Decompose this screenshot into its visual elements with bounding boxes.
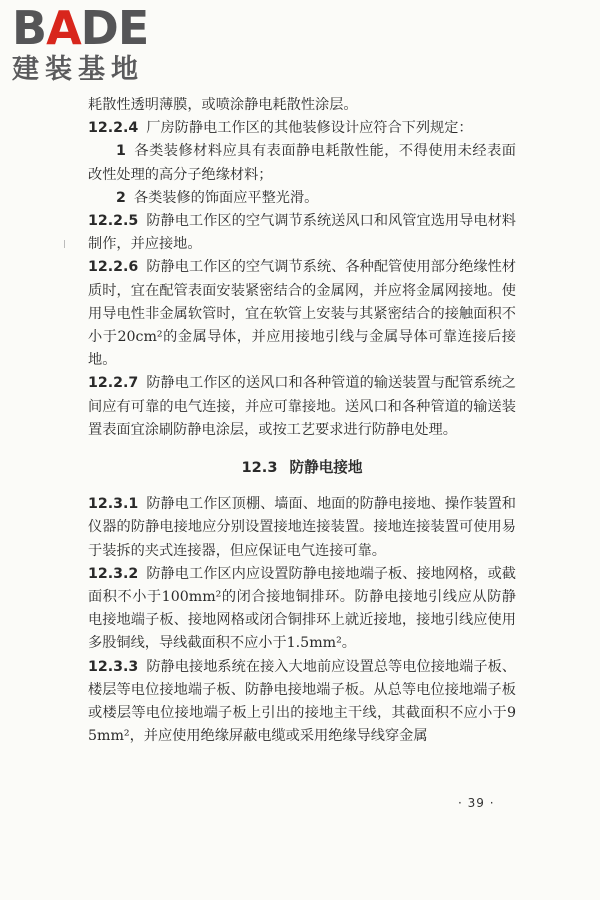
clause-item-2 [88,187,516,210]
margin-mark [64,240,65,248]
clause-12-2-5 [88,210,516,256]
clause-number: 12.3.1 [88,496,139,513]
document-body [88,94,516,748]
clause-text: 防静电接地系统在接入大地前应设置总等电位接地端子板、楼层等电位接地端子板、防静电接地端子板。从总等电位接地端子板或楼层等电位接地端子板上引出的接地主干线，其截面积不应小于95mm²，并应使用绝缘屏蔽电缆或采用绝缘导线穿金属 [88,658,516,745]
clause-number: 12.2.5 [88,213,139,230]
brand-logo [12,1,182,86]
item-number: 2 [116,189,126,206]
logo-tagline: 建装基地 [12,54,144,85]
clause-text: 防静电工作区顶棚、墙面、地面的防静电接地、操作装置和仪器的防静电接地应分别设置接地连接装置。接地连接装置可使用易于装拆的夹式连接器，但应保证电气连接可靠。 [88,496,516,559]
item-text: 各类装修材料应具有表面静电耗散性能，不得使用未经表面改性处理的高分子绝缘材料； [88,143,516,183]
clause-number: 12.2.4 [88,120,139,137]
clause-number: 12.3.2 [88,565,139,582]
section-heading [88,456,516,479]
logo-wordmark [12,1,182,55]
clause-text: 厂房防静电工作区的其他装修设计应符合下列规定： [146,120,473,137]
section-number: 12.3 [241,459,278,477]
clause-text: 防静电工作区内应设置防静电接地端子板、接地网格，或截面积不小于100mm²的闭合接地铜排环。防静电接地引线应从防静电接地端子板、接地网格或闭合铜排环上就近接地，接地引线应使用多股铜线，导线截面积不应小于1.5mm²。 [88,565,516,652]
clause-12-2-6 [88,256,516,372]
logo-letter-a: A [46,1,81,55]
clause-number: 12.2.6 [88,259,139,276]
clause-12-3-2 [88,563,516,656]
section-title: 防静电接地 [289,459,363,477]
item-text: 各类装修的饰面应平整光滑。 [133,189,319,206]
clause-text: 防静电工作区的空气调节系统、各种配管使用部分绝缘性材质时，宜在配管表面安装紧密结合的金属网，并应将金属网接地。使用导电性非金属软管时，宜在软管上安装与其紧密结合的接触面积不小于20cm²的金属导体，并应用接地引线与金属导体可靠连接后接地。 [88,259,516,369]
clause-text: 防静电工作区的空气调节系统送风口和风管宜选用导电材料制作，并应接地。 [88,213,516,253]
item-number: 1 [116,143,126,160]
clause-12-2-7 [88,372,516,442]
clause-12-3-1 [88,493,516,563]
clause-item-1 [88,140,516,186]
clause-12-3-3 [88,656,516,749]
page-number: · 39 · [458,796,495,810]
continuation-text: 耗散性透明薄膜，或喷涂静电耗散性涂层。 [88,97,358,113]
clause-12-2-4 [88,117,516,140]
clause-number: 12.2.7 [88,375,139,392]
logo-letter-b: B [12,1,47,55]
clause-text: 防静电工作区的送风口和各种管道的输送装置与配管系统之间应有可靠的电气连接，并应可靠接地。送风口和各种管道的输送装置表面宜涂刷防静电涂层，或按工艺要求进行防静电处理。 [88,375,516,438]
clause-number: 12.3.3 [88,658,139,675]
logo-letters-de: DE [80,1,149,55]
